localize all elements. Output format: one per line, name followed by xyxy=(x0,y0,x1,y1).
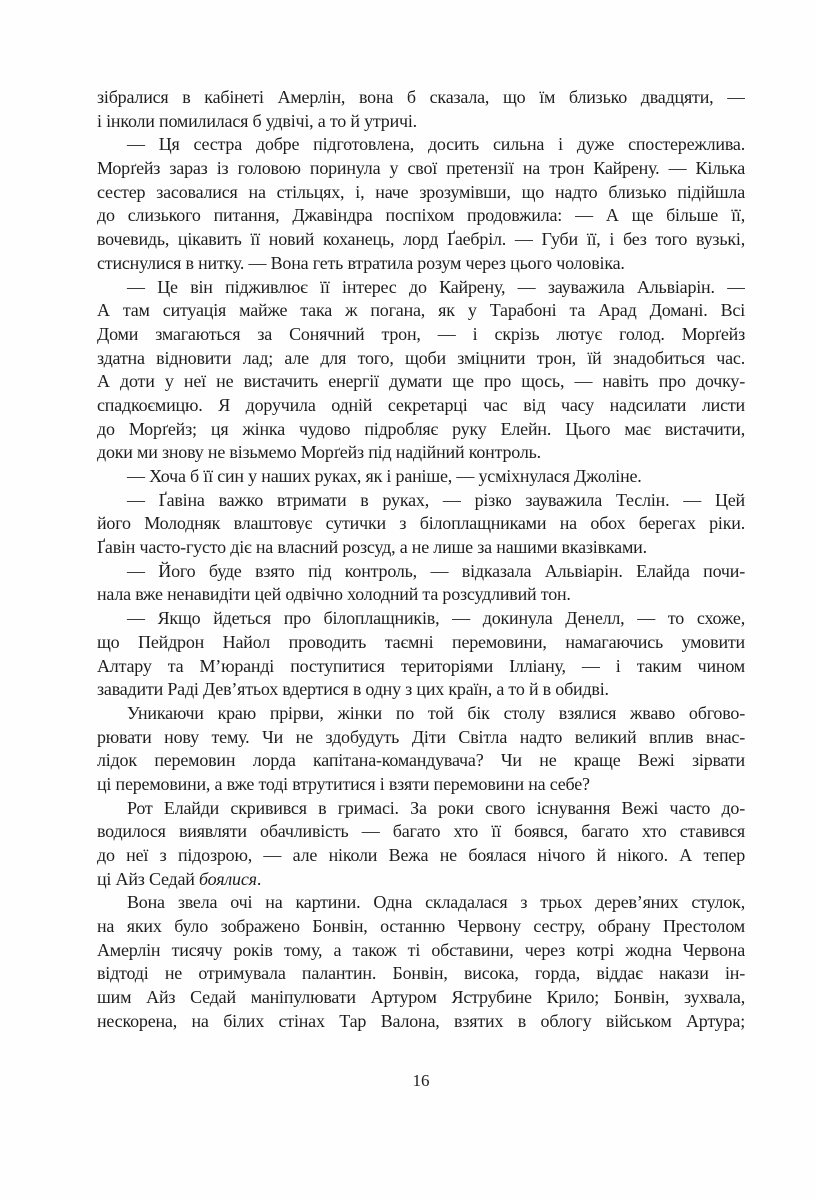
text-line: Амерлін тисячу років тому, а також ті обставини, через котрі жодна Червона xyxy=(97,939,745,960)
text-line: — Якщо йдеться про білоплащників, — докинула Денелл, — то схоже, xyxy=(127,608,745,629)
text-line: що Пейдрон Найол проводить таємні перемовини, намагаючись умовити xyxy=(97,631,745,652)
text-line: А доти у неї не вистачить енергії думати ще про щось, — навіть про дочку- xyxy=(97,371,745,392)
text-line: сестер засовалися на стільцях, і, наче зрозумівши, що надто близько підійшла xyxy=(97,181,745,202)
text-line: доки ми знову не візьмемо Морґейз під надійний контроль. xyxy=(97,442,541,463)
text-line: Уникаючи краю прірви, жінки по той бік столу взялися жваво обгово- xyxy=(127,702,745,723)
text-line: його Молодняк влаштовує сутички з білоплащниками на обох берегах ріки. xyxy=(97,513,745,534)
text-line: спадкоємицю. Я доручила одній секретарці час від часу надсилати листи xyxy=(97,394,745,415)
text-line: завадити Раді Дев’ятьох вдертися в одну з цих країн, а то й в обидві. xyxy=(97,679,609,700)
text-line: Ґавін часто-густо діє на власний розсуд, а не лише за нашими вказівками. xyxy=(97,537,647,558)
text-segment: . xyxy=(256,868,262,889)
text-line: Рот Елайди скривився в гримасі. За роки свого існування Вежі часто до- xyxy=(127,797,745,818)
text-line: до неї з підозрою, — але ніколи Вежа не боялася нічого й нікого. А тепер xyxy=(97,845,745,865)
text-line: А там ситуація майже така ж погана, як у Тарабоні та Арад Домані. Всі xyxy=(97,300,745,321)
page-number: 16 xyxy=(412,1071,430,1090)
text-line: Вона звела очі на картини. Одна складалася з трьох дерев’яних стулок, xyxy=(127,892,745,913)
text-line: Морґейз зараз із головою поринула у свої претензії на трон Кайрену. — Кілька xyxy=(97,158,745,179)
text-line: відтоді не отримувала палантин. Бонвін, висока, горда, віддає накази ін- xyxy=(97,963,745,984)
text-line: ці перемовини, а вже тоді втрутитися і взяти перемовини на себе? xyxy=(97,773,590,794)
text-line: — Ґавіна важко втримати в руках, — різко зауважила Теслін. — Цей xyxy=(127,489,745,510)
text-block xyxy=(97,86,745,1034)
text-line: нала вже ненавидіти цей одвічно холодний та розсудливий тон. xyxy=(97,584,571,605)
text-line: зібралися в кабінеті Амерлін, вона б сказала, що їм близько двадцяти, — xyxy=(97,87,745,107)
text-line: до слизького питання, Джавіндра поспіхом продовжила: — А ще більше її, xyxy=(97,205,745,226)
text-line: водилося виявляти обачливість — багато хто її боявся, багато хто ставився xyxy=(97,821,745,842)
text-line: стиснулися в нитку. — Вона геть втратила розум через цього чоловіка. xyxy=(97,252,625,273)
emphasized-text: боялися xyxy=(199,868,257,889)
text-line: вочевидь, цікавить її новий коханець, лорд Ґаебріл. — Губи її, і без того вузькі, xyxy=(97,229,745,250)
text-line: нескорена, на білих стінах Тар Валона, взятих в облогу військом Артура; xyxy=(97,1010,745,1031)
text-line: здатна відновити лад; але для того, щоби зміцнити трон, їй знадобиться час. xyxy=(97,347,745,368)
text-line: шим Айз Седай маніпулювати Артуром Яструбине Крило; Бонвін, зухвала, xyxy=(97,987,745,1008)
text-line: — Ця сестра добре підготовлена, досить сильна і дуже спостережлива. xyxy=(127,134,745,155)
text-line: Доми змагаються за Сонячний трон, — і скрізь лютує голод. Морґейз xyxy=(97,323,745,344)
text-line: — Це він підживлює її інтерес до Кайрену, — зауважила Альвіарін. — xyxy=(127,276,745,297)
text-line: до Морґейз; ця жінка чудово підробляє руку Елейн. Цього має вистачити, xyxy=(97,418,745,439)
text-line: рювати нову тему. Чи не здобудуть Діти Світла надто великий вплив внас- xyxy=(97,726,745,747)
text-line: лідок перемовин лорда капітана-командувача? Чи не краще Вежі зірвати xyxy=(97,750,745,771)
text-line: Алтару та М’юранді поступитися територіями Ілліану, — і таким чином xyxy=(97,655,745,676)
text-line: — Хоча б її син у наших руках, як і раніше, — усміхнулася Джоліне. xyxy=(127,466,642,486)
text-segment: ці Айз Седай xyxy=(97,868,200,889)
text-line xyxy=(97,868,745,892)
text-line: на яких було зображено Бонвін, останню Червону сестру, обрану Престолом xyxy=(97,916,745,937)
text-line: і інколи помилилася б удвічі, а то й утричі. xyxy=(97,110,417,131)
text-line: — Його буде взято під контроль, — відказала Альвіарін. Елайда почи- xyxy=(127,560,745,581)
